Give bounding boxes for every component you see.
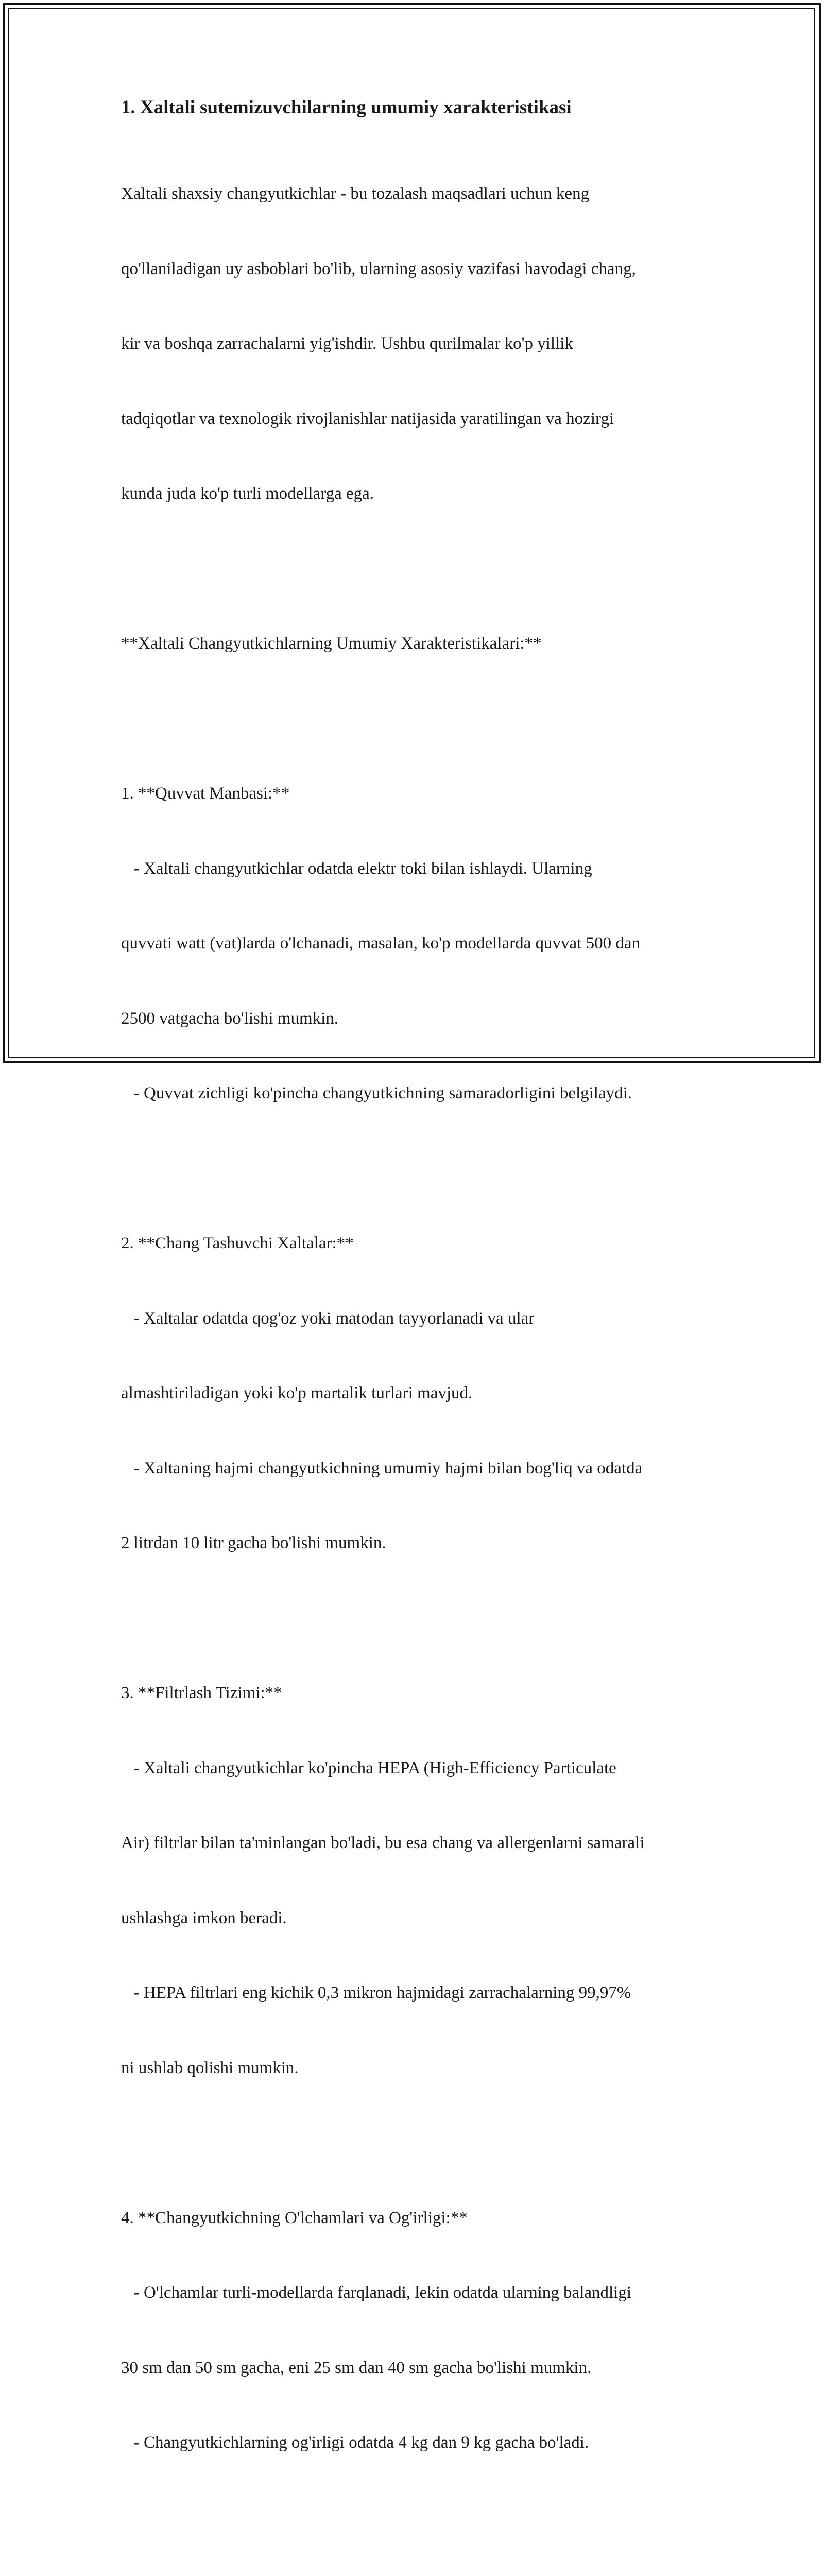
text-line: 30 sm dan 50 sm gacha, eni 25 sm dan 40 sm gacha bo'lishi mumkin. [121,2358,592,2377]
body-text [121,131,713,2576]
text-line: - HEPA filtrlari eng kichik 0,3 mikron hajmidagi zarrachalarning 99,97% [121,1984,631,2002]
text-line [121,2130,713,2156]
section-heading: 1. Xaltali sutemizuvchilarning umumiy xarakteristikasi [121,97,572,118]
document-content [121,95,713,2576]
text-line [121,2505,713,2531]
text-line: 2 litrdan 10 litr gacha bo'lishi mumkin. [121,1534,386,1552]
text-line: - Xaltalar odatda qog'oz yoki matodan tayyorlanadi va ular [121,1309,535,1328]
text-line: quvvati watt (vat)larda o'lchanadi, masalan, ko'p modellarda quvvat 500 dan [121,934,640,953]
text-line: 2. **Chang Tashuvchi Xaltalar:** [121,1234,354,1252]
text-line: almashtiriladigan yoki ko'p martalik turlari mavjud. [121,1384,473,1402]
text-line: **Xaltali Changyutkichlarning Umumiy Xarakteristikalari:** [121,634,542,653]
text-line: ni ushlab qolishi mumkin. [121,2058,299,2077]
text-line: ushlashga imkon beradi. [121,1908,287,1927]
text-line: 2500 vatgacha bo'lishi mumkin. [121,1009,339,1028]
text-line [121,556,713,582]
text-line: - Quvvat zichligi ko'pincha changyutkichning samaradorligini belgilaydi. [121,1084,632,1103]
text-line: kunda juda ko'p turli modellarga ega. [121,484,374,503]
text-line: - Xaltali changyutkichlar odatda elektr toki bilan ishlaydi. Ularning [121,859,592,878]
text-line: kir va boshqa zarrachalarni yig'ishdir. Ushbu qurilmalar ko'p yillik [121,334,573,353]
text-line: - Xaltali changyutkichlar ko'pincha HEPA (High-Efficiency Particulate [121,1758,616,1777]
text-line: 4. **Changyutkichning O'lchamlari va Og'irligi:** [121,2208,468,2227]
text-line: qo'llaniladigan uy asboblari bo'lib, ularning asosiy vazifasi havodagi chang, [121,259,636,278]
text-line: - O'lchamlar turli-modellarda farqlanadi, lekin odatda ularning balandligi [121,2283,632,2302]
text-line: Xaltali shaxsiy changyutkichlar - bu tozalash maqsadlari uchun keng [121,184,590,203]
text-line: 3. **Filtrlash Tizimi:** [121,1684,282,1702]
text-line [121,1156,713,1181]
text-line [121,1606,713,1631]
text-line [121,706,713,732]
text-line: tadqiqotlar va texnologik rivojlanishlar natijasida yaratilingan va hozirgi [121,409,614,428]
text-line: 1. **Quvvat Manbasi:** [121,784,290,803]
text-line: Air) filtrlar bilan ta'minlangan bo'ladi, bu esa chang va allergenlarni samarali [121,1834,645,1852]
text-line: - Xaltaning hajmi changyutkichning umumiy hajmi bilan bog'liq va odatda [121,1459,643,1478]
text-line: - Changyutkichlarning og'irligi odatda 4 kg dan 9 kg gacha bo'ladi. [121,2433,589,2452]
